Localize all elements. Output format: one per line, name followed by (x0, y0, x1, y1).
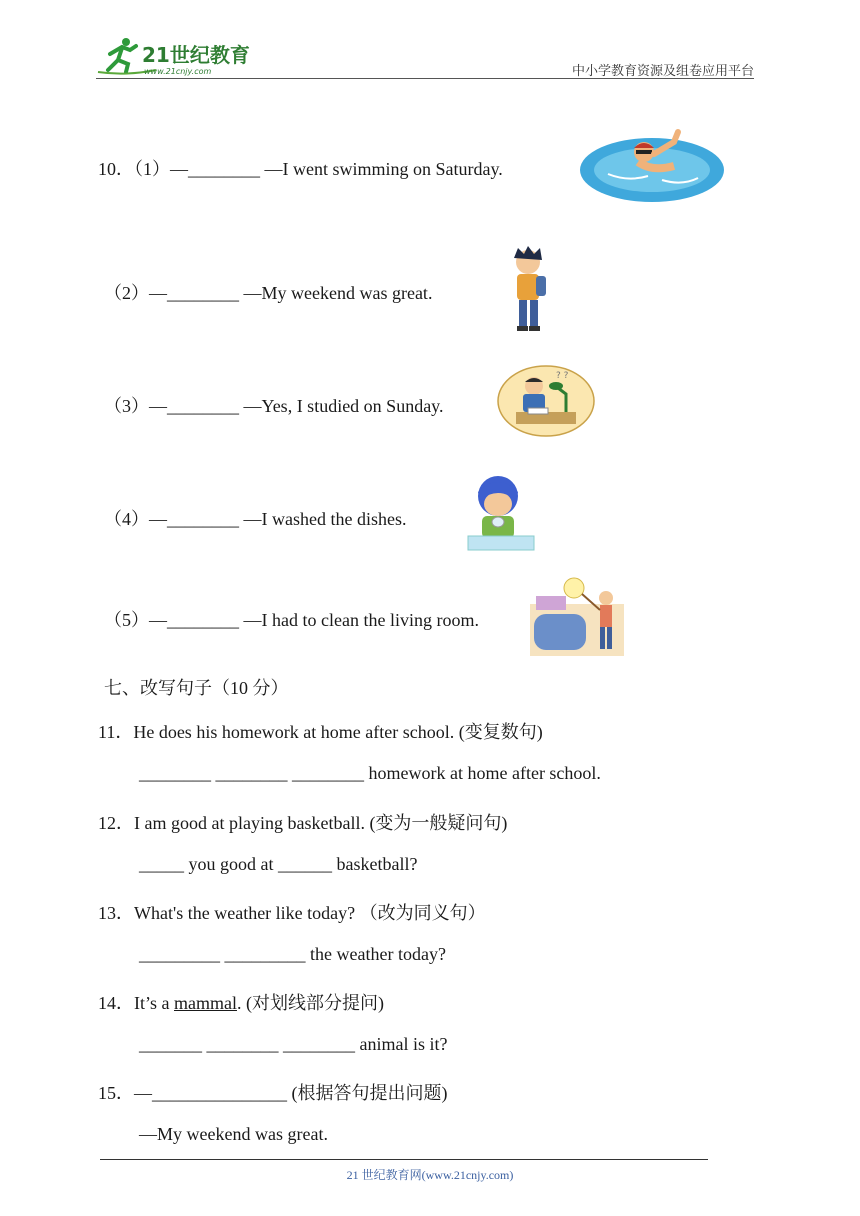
q10-number: 10． (98, 159, 134, 179)
q15-prompt: 15．—_______________ (根据答句提出问题) (98, 1083, 448, 1103)
boy-standing-picture (508, 244, 552, 334)
q11-prompt: 11．He does his homework at home after school. (变复数句) (98, 722, 543, 742)
boy-cleaning-room-picture (530, 574, 624, 656)
q14-answer-line: _______ ________ ________ animal is it? (139, 1034, 448, 1054)
boy-washing-dishes-picture (464, 470, 538, 556)
header-divider (96, 78, 754, 79)
swimming-boy-picture (578, 124, 726, 204)
q10-sub3: （3）—________ —Yes, I studied on Sunday. (104, 396, 444, 416)
svg-text:? ?: ? ? (556, 371, 569, 381)
q14-prompt (98, 989, 384, 1015)
q10-sub2: （2）—________ —My weekend was great. (104, 283, 433, 303)
q10-sub5: （5）—________ —I had to clean the living room. (104, 610, 479, 630)
q12-prompt: 12．I am good at playing basketball. (变为一般疑问句) (98, 813, 508, 833)
q15-answer-line: —My weekend was great. (139, 1124, 328, 1144)
q14-suffix: . (对划线部分提问) (236, 993, 384, 1013)
q13-prompt: 13．What's the weather like today? （改为同义句） (98, 903, 486, 923)
platform-name: 中小学教育资源及组卷应用平台 (571, 64, 754, 79)
q10-line1 (98, 155, 503, 181)
q14-underlined-word: mammal (174, 993, 237, 1013)
q12-answer-line: _____ you good at ______ basketball? (139, 854, 418, 874)
svg-text:21世纪教育: 21世纪教育 (142, 43, 250, 67)
section-title: 七、改写句子（10 分） (104, 678, 289, 698)
boy-studying-picture (496, 364, 596, 438)
q11-answer-line: ________ ________ ________ homework at home after school. (139, 763, 601, 783)
site-logo (96, 36, 256, 76)
logo-runner-icon (96, 36, 256, 76)
q14-prefix: 14．It’s a (98, 993, 174, 1013)
q10-sub1: （1）—________ —I went swimming on Saturday. (134, 159, 503, 179)
q10-sub4: （4）—________ —I washed the dishes. (104, 509, 407, 529)
svg-text:www.21cnjy.com: www.21cnjy.com (144, 67, 212, 76)
footer-source: 21 世纪教育网(www.21cnjy.com) (346, 1168, 514, 1182)
q13-answer-line: _________ _________ the weather today? (139, 944, 446, 964)
footer-divider (100, 1159, 708, 1160)
